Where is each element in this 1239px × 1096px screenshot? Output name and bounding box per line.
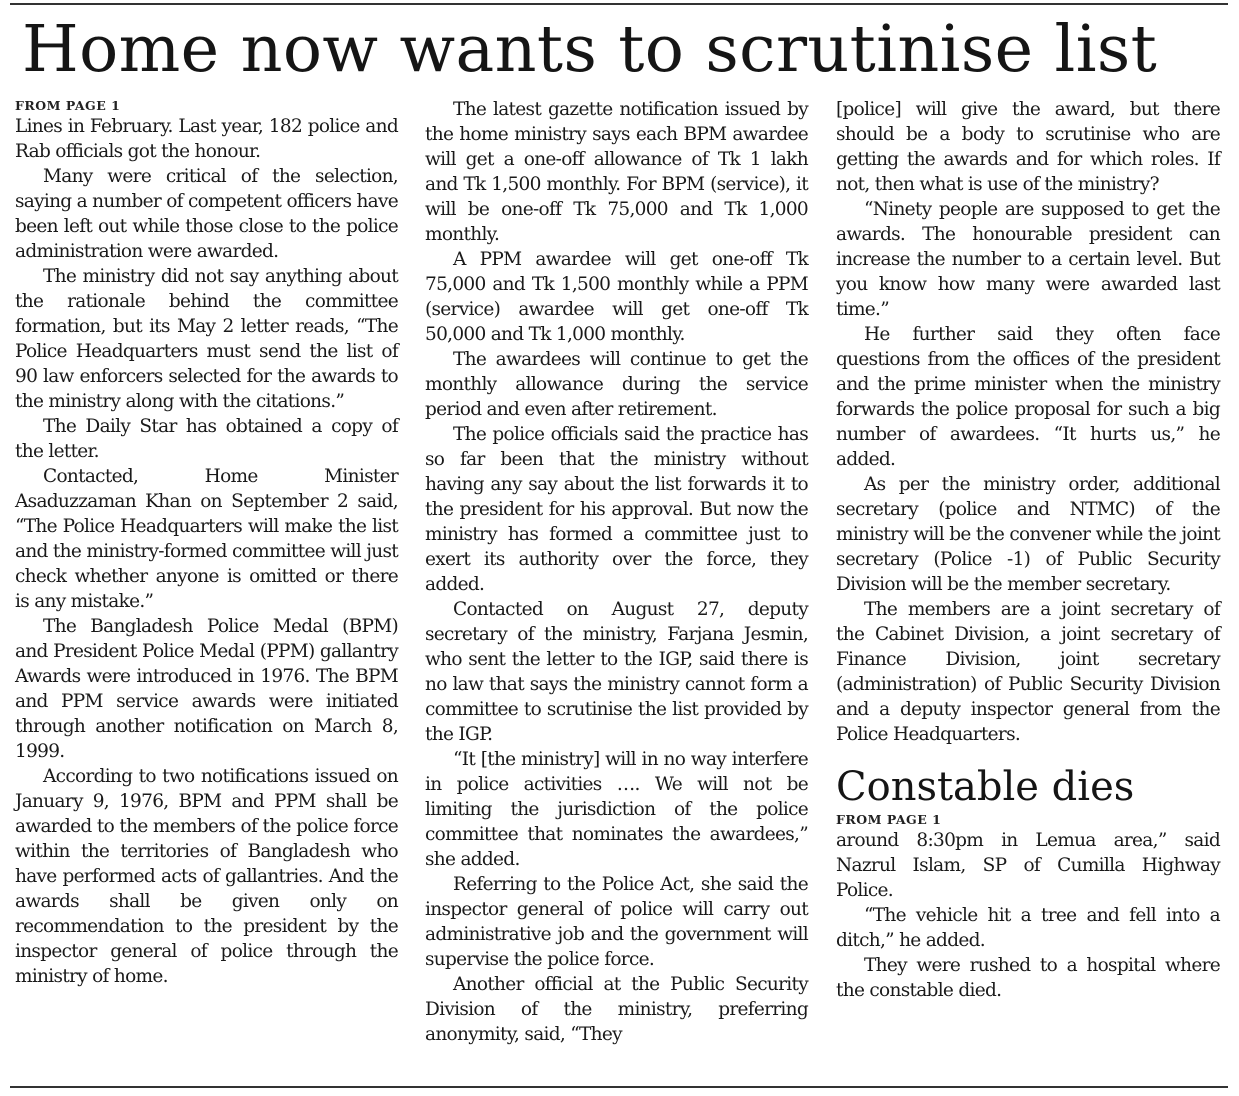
paragraph: He further said they often face questions from the offices of the president and the prime minister when the ministry forwards the police proposal for such a big number of awardees. “It hurts us,” he added. xyxy=(836,324,1220,470)
paragraph: Many were critical of the selection, saying a number of competent officers have been left out while those close to the police administration were awarded. xyxy=(15,166,398,262)
article-column-3 xyxy=(836,97,1220,1003)
paragraph: A PPM awardee will get one-off Tk 75,000 and Tk 1,500 monthly while a PPM (service) awardee will get one-off Tk 50,000 and Tk 1,000 monthly. xyxy=(425,249,808,345)
paragraph: Lines in February. Last year, 182 police and Rab officials got the honour. xyxy=(15,116,398,162)
paragraph: The members are a joint secretary of the Cabinet Division, a joint secretary of Finance Division, joint secretary (administration) of Public Security Division and a deputy inspector general from the Police Headquarters. xyxy=(836,599,1220,745)
paragraph: Contacted, Home Minister Asaduzzaman Khan on September 2 said, “The Police Headquarters will make the list and the ministry-formed committee will just check whether anyone is omitted or there is any mistake.” xyxy=(15,466,398,612)
from-page-kicker: FROM PAGE 1 xyxy=(15,98,121,113)
paragraph: “The vehicle hit a tree and fell into a ditch,” he added. xyxy=(836,905,1220,951)
top-rule xyxy=(10,3,1228,5)
paragraph: “Ninety people are supposed to get the awards. The honourable president can increase the number to a certain level. But you know how many were awarded last time.” xyxy=(836,199,1220,320)
paragraph: According to two notifications issued on January 9, 1976, BPM and PPM shall be awarded to the members of the police force within the territories of Bangladesh who have performed acts of gallantries. And the awards shall be given only on recommendation to the president by the inspector general of police through the ministry of home. xyxy=(15,766,398,987)
second-article-headline: Constable dies xyxy=(836,764,1135,810)
paragraph: The ministry did not say anything about the rationale behind the committee formation, but its May 2 letter reads, “The Police Headquarters must send the list of 90 law enforcers selected for the awards to the ministry along with the citations.” xyxy=(15,266,398,412)
paragraph: As per the ministry order, additional secretary (police and NTMC) of the ministry will be the convener while the joint secretary (Police -1) of Public Security Division will be the member secretary. xyxy=(836,474,1220,595)
paragraph: The Daily Star has obtained a copy of the letter. xyxy=(15,416,398,462)
paragraph: around 8:30pm in Lemua area,” said Nazrul Islam, SP of Cumilla Highway Police. xyxy=(836,830,1220,901)
article-column-1 xyxy=(15,97,398,989)
paragraph: Another official at the Public Security Division of the ministry, preferring anonymity, said, “They xyxy=(425,974,808,1045)
paragraph: [police] will give the award, but there should be a body to scrutinise who are getting the awards and for which roles. If not, then what is use of the ministry? xyxy=(836,99,1220,195)
paragraph: Referring to the Police Act, she said the inspector general of police will carry out administrative job and the government will supervise the police force. xyxy=(425,874,808,970)
paragraph: They were rushed to a hospital where the constable died. xyxy=(836,955,1220,1001)
paragraph: “It [the ministry] will in no way interfere in police activities …. We will not be limiting the jurisdiction of the police committee that nominates the awardees,” she added. xyxy=(425,749,808,870)
second-article-kicker: FROM PAGE 1 xyxy=(836,812,942,827)
bottom-rule xyxy=(10,1086,1228,1088)
paragraph: The latest gazette notification issued by the home ministry says each BPM awardee will get a one-off allowance of Tk 1 lakh and Tk 1,500 monthly. For BPM (service), it will be one-off Tk 75,000 and Tk 1,000 monthly. xyxy=(425,99,808,245)
paragraph: The police officials said the practice has so far been that the ministry without having any say about the list forwards it to the president for his approval. But now the ministry has formed a committee just to exert its authority over the force, they added. xyxy=(425,424,808,595)
article-column-2 xyxy=(425,97,808,1047)
article-headline: Home now wants to scrutinise list xyxy=(22,12,1158,87)
paragraph: The Bangladesh Police Medal (BPM) and President Police Medal (PPM) gallantry Awards were introduced in 1976. The BPM and PPM service awards were initiated through another notification on March 8, 1999. xyxy=(15,616,398,762)
paragraph: Contacted on August 27, deputy secretary of the ministry, Farjana Jesmin, who sent the letter to the IGP, said there is no law that says the ministry cannot form a committee to scrutinise the list provided by the IGP. xyxy=(425,599,808,745)
paragraph: The awardees will continue to get the monthly allowance during the service period and even after retirement. xyxy=(425,349,808,420)
